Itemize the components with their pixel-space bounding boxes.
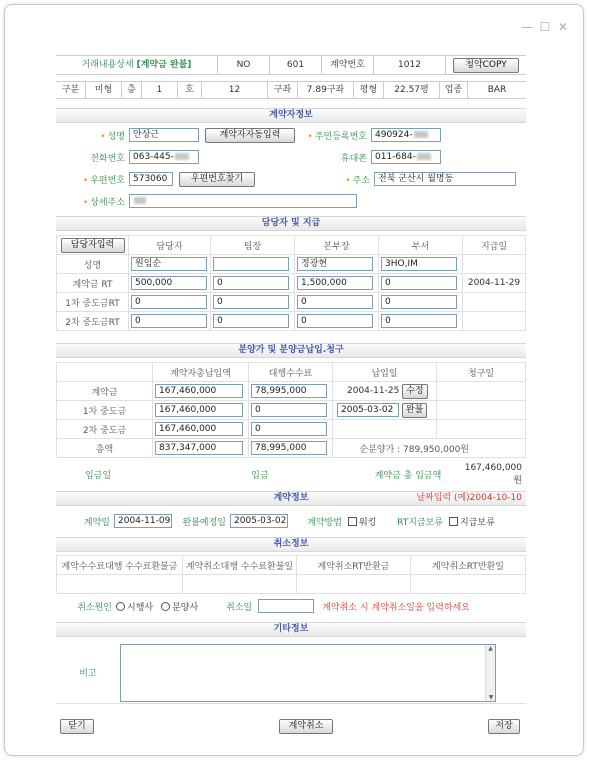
zip-field[interactable]: 573060 [129, 172, 173, 186]
walking-option-label: 워킹 [359, 517, 377, 528]
window-controls [521, 21, 569, 33]
address-field[interactable]: 전북 군산시 월명동 [374, 172, 516, 186]
remark-scrollbar[interactable] [485, 645, 495, 701]
col-header: 부서 [379, 236, 463, 255]
col-header: 납입일 [333, 363, 437, 382]
cancel-reason-label: 취소원인 [77, 602, 112, 613]
total-field[interactable]: 167,460,000 [155, 422, 243, 436]
rrn-label: • 주민등록번호 [307, 131, 367, 142]
section-contractor: 계약자정보 [56, 108, 526, 123]
rt-hold-label: RT지급보류 [397, 517, 443, 528]
business-label: 업종 [440, 82, 468, 98]
remark-row [56, 642, 526, 704]
col-header: 청구일 [437, 363, 526, 382]
paid-date-field[interactable]: 2005-03-02 [337, 403, 399, 417]
table-row [57, 255, 526, 274]
section-other: 기타정보 [56, 622, 526, 637]
col-header: 계약취소대행 수수료환불일 [183, 556, 297, 575]
col-header: 지급일 [463, 236, 526, 255]
planned-date-field[interactable]: 2005-03-02 [230, 514, 288, 528]
agency-option-label: 분양사 [172, 602, 199, 613]
table-row [57, 382, 526, 401]
deposit-total-value: 167,460,000원 [464, 462, 522, 486]
row-label: 2차 중도금RT [57, 312, 129, 331]
total-field[interactable]: 167,460,000 [155, 384, 243, 398]
rt-hold-option-label: 지급보류 [460, 517, 495, 528]
remark-label: 비고 [79, 669, 97, 679]
rt-field[interactable]: 500,000 [131, 276, 207, 290]
phone-label: 전화번호 [90, 153, 125, 164]
developer-option-label: 시행사 [127, 602, 154, 613]
header-bar [56, 55, 526, 75]
section-contract [56, 491, 526, 506]
fee-field[interactable]: 78,995,000 [251, 384, 327, 398]
rt-field[interactable]: 0 [297, 295, 373, 309]
rt-field[interactable]: 1,500,000 [297, 276, 373, 290]
contractor-row-1 [56, 127, 526, 143]
fee-field[interactable]: 0 [251, 403, 327, 417]
row-label: 계약금 RT [57, 274, 129, 293]
table-row [57, 439, 526, 458]
area-value: 22.57평 [384, 82, 440, 98]
row-label: 2차 중도금 [57, 420, 153, 439]
col-header: 계약취소RT반환금 [297, 556, 411, 575]
auto-fill-button[interactable]: 계약자자동입력 [205, 128, 295, 143]
scroll-up-icon[interactable]: ▲ [488, 644, 493, 652]
row-label: 계약금 [57, 382, 153, 401]
total-field[interactable]: 837,347,000 [155, 441, 243, 455]
unit-label: 구분 [56, 82, 86, 98]
rt-field[interactable]: 0 [131, 295, 207, 309]
unit-info-row [56, 81, 526, 99]
row-label: 1차 중도금 [57, 401, 153, 420]
scroll-down-icon[interactable]: ▼ [488, 693, 494, 701]
rt-field[interactable]: 0 [381, 276, 457, 290]
contractor-row-4 [56, 193, 526, 209]
copy-button[interactable]: 청약COPY [453, 58, 519, 73]
section-title: 계약정보 [273, 493, 309, 503]
rt-field[interactable]: 0 [381, 295, 457, 309]
phone-field[interactable]: 063-445- [129, 150, 199, 164]
col-header: 계약취소RT반환일 [411, 556, 526, 575]
section-manager: 담당자 및 지급 [56, 216, 526, 231]
rt-field[interactable]: 0 [297, 314, 373, 328]
maximize-icon[interactable]: ☐ [539, 20, 551, 34]
unit-value: 미형 [86, 82, 122, 98]
contract-no-value: 1012 [374, 56, 446, 74]
table-row [57, 312, 526, 331]
paid-full-button[interactable]: 완불 [402, 403, 427, 418]
detail-address-field[interactable] [129, 194, 357, 208]
room-label: 호 [178, 82, 202, 98]
manager-input-button[interactable]: 담당자입력 [61, 238, 125, 253]
footer-bar [56, 718, 526, 734]
pay-date: 2004-11-29 [463, 274, 526, 293]
col-header: 본부장 [295, 236, 379, 255]
col-header: 대행수수료 [249, 363, 333, 382]
pay-date [463, 312, 526, 331]
floor-label: 층 [122, 82, 142, 98]
table-row [57, 575, 526, 594]
rt-field[interactable]: 0 [131, 314, 207, 328]
contract-row [56, 513, 526, 529]
detail-address-label: • 상세주소 [82, 197, 125, 208]
deposit-total-label: 계약금 총 입금액 [374, 470, 442, 481]
cancel-date-note: 계약취소 시 계약취소일을 입력하세요 [322, 602, 470, 613]
row-label: 총액 [57, 439, 153, 458]
table-row [57, 420, 526, 439]
name-label: • 성명 [100, 131, 125, 142]
section-payment: 분양가 및 분양금납입.청구 [56, 343, 526, 358]
rt-hold-checkbox[interactable] [449, 517, 458, 526]
fee-field[interactable]: 0 [251, 422, 327, 436]
minimize-icon[interactable]: — [521, 20, 533, 34]
no-label: NO [218, 56, 270, 74]
row-label: 성명 [57, 255, 129, 274]
rt-field[interactable]: 0 [213, 276, 289, 290]
zip-label: • 우편번호 [82, 175, 125, 186]
cancel-date-field[interactable] [258, 599, 314, 613]
table-row [57, 293, 526, 312]
team-leader-field[interactable] [213, 257, 289, 271]
col-header: 팀장 [211, 236, 295, 255]
cancel-row [56, 598, 526, 614]
zip-search-button[interactable]: 우편번호찾기 [179, 172, 255, 187]
edit-button[interactable]: 수정 [402, 384, 427, 399]
cancel-date-label: 취소일 [226, 602, 253, 613]
fee-field[interactable]: 78,995,000 [251, 441, 327, 455]
method-label: 계약방법 [307, 517, 342, 528]
planned-date-label: 완불예정일 [182, 517, 226, 528]
slot-value: 7.89구좌 [298, 82, 354, 98]
deposit-row [56, 462, 526, 486]
rrn-field[interactable]: 490924- [371, 128, 441, 142]
address-label: • 주소 [345, 175, 370, 186]
page-title: 거래내용상세 [계약금 완불] [56, 56, 218, 74]
row-label: 1차 중도금RT [57, 293, 129, 312]
cancel-contract-button[interactable]: 계약취소 [279, 719, 333, 734]
col-header: 계약자총납입액 [153, 363, 249, 382]
col-header: 담당자 [129, 236, 211, 255]
agency-radio[interactable] [161, 602, 170, 611]
area-label: 평형 [354, 82, 384, 98]
total-field[interactable]: 167,460,000 [155, 403, 243, 417]
table-row [57, 401, 526, 420]
department-field[interactable]: 3HO,IM [381, 257, 457, 271]
pay-date [463, 255, 526, 274]
floor-value: 1 [142, 82, 178, 98]
division-head-field[interactable]: 정광현 [297, 257, 373, 271]
manager-table [56, 235, 526, 331]
mobile-field[interactable]: 011-684- [371, 150, 441, 164]
manager-name-field[interactable]: 원임순 [131, 257, 207, 271]
contractor-row-3 [56, 171, 526, 187]
table-row [57, 274, 526, 293]
contract-date-label: 계약일 [83, 517, 110, 528]
contractor-row-2 [56, 149, 526, 165]
room-value: 12 [202, 82, 268, 98]
sale-price: 순분양가 : 789,950,000원 [333, 439, 526, 458]
walking-checkbox[interactable] [348, 517, 357, 526]
contract-date-field[interactable]: 2004-11-09 [114, 514, 172, 528]
mobile-label: 휴대폰 [340, 153, 367, 164]
save-button[interactable]: 저장 [488, 719, 520, 734]
pay-date [463, 293, 526, 312]
remark-textarea[interactable] [120, 644, 496, 702]
name-field[interactable]: 안상근 [129, 128, 199, 142]
status-badge: [계약금 완불] [136, 60, 192, 70]
close-icon[interactable]: ✕ [557, 20, 569, 34]
paid-date: 2004-11-25 [347, 385, 400, 396]
section-cancel: 취소정보 [56, 537, 526, 552]
rt-field[interactable]: 0 [213, 314, 289, 328]
deposit-date-label: 입금일 [84, 470, 112, 481]
no-value: 601 [270, 56, 322, 74]
date-format-note: 날짜입력 (예)2004-10-10 [416, 493, 522, 503]
rt-field[interactable]: 0 [213, 295, 289, 309]
deposit-label: 입금 [251, 470, 269, 481]
col-header: 계약수수료대행 수수료환불금 [57, 556, 183, 575]
close-button[interactable]: 닫기 [60, 719, 94, 734]
cancel-table [56, 555, 526, 594]
contract-no-label: 계약번호 [322, 56, 374, 74]
slot-label: 구좌 [268, 82, 298, 98]
payment-table [56, 362, 526, 458]
developer-radio[interactable] [116, 602, 125, 611]
business-value: BAR [487, 85, 507, 95]
rt-field[interactable]: 0 [381, 314, 457, 328]
